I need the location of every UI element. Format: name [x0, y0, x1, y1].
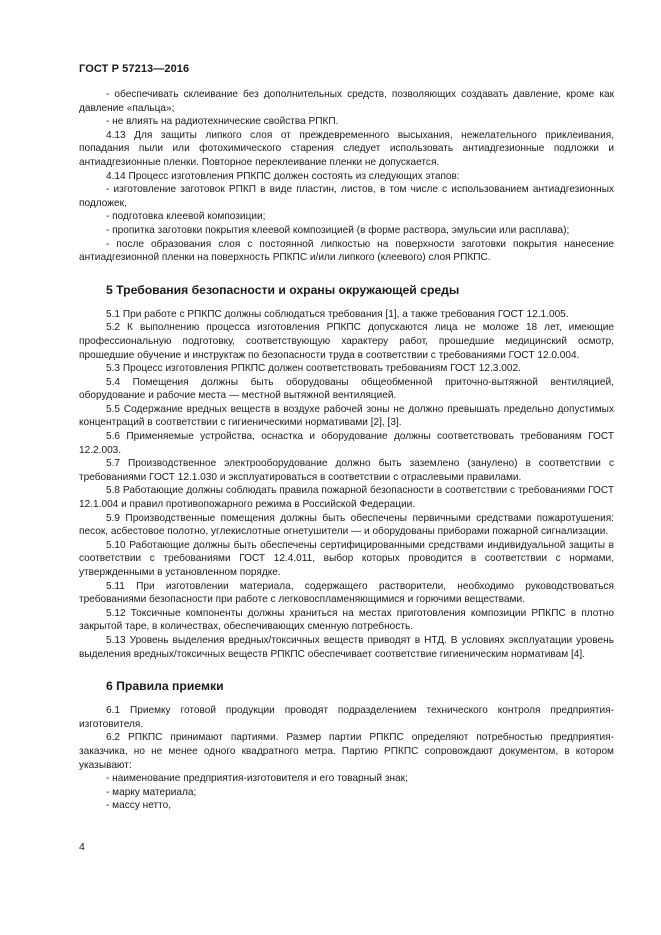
intro-paragraph: - пропитка заготовки покрытия клеевой композицией (в форме раствора, эмульсии или расплава); [106, 224, 570, 236]
intro-paragraph: - подготовка клеевой композиции; [106, 211, 266, 223]
intro-paragraph: 4.13 Для защиты липкого слоя от преждевременного высыхания, нежелательного приклеивания, попадания пыли или фотохимического старения следует использовать антиадгезионные подложки и антиадгезионные пленки. Повторное переклеивание пленки не допускается. [79, 129, 614, 168]
section-5-paragraph: 5.4 Помещения должны быть оборудованы общеобменной приточно-вытяжной вентиляцией, оборудование и рабочие места — местной вытяжной вентиляцией. [79, 376, 614, 402]
section-6-title: 6 Правила приемки [106, 679, 224, 694]
section-5-paragraph: 5.11 При изготовлении материала, содержащего растворители, необходимо руководствоваться требованиями безопасности при работе с легковоспламеняющимися и горючими веществами. [79, 580, 614, 606]
intro-paragraph: 4.14 Процесс изготовления РПКПС должен состоять из следующих этапов: [106, 170, 460, 182]
intro-block [79, 88, 614, 265]
intro-paragraph: - после образования слоя с постоянной липкостью на поверхности заготовки покрытия нанесение антиадгезионной пленки на поверхность РПКПС и/или липкого (клеевого) слоя РПКПС. [79, 238, 614, 264]
section-5-title: 5 Требования безопасности и охраны окружающей среды [106, 282, 460, 297]
section-5-paragraph: 5.7 Производственное электрооборудование должно быть заземлено (занулено) в соответствии с требованиями ГОСТ 12.1.030 и эксплуатироваться в соответствии с отраслевыми правилами. [79, 458, 614, 483]
section-5-paragraph: 5.8 Работающие должны соблюдать правила пожарной безопасности в соответствии с требованиями ГОСТ 12.1.004 и правил противопожарного режима в Российской Федерации. [79, 485, 614, 511]
section-5-paragraph: 5.3 Процесс изготовления РПКПС должен соответствовать требованиям ГОСТ 12.3.002. [106, 363, 521, 375]
section-6 [79, 679, 614, 813]
section-5-paragraph: 5.13 Уровень выделения вредных/токсичных веществ приводят в НТД. В условиях эксплуатации уровень выделения вредных/токсичных веществ РПКПС обеспечивает соответствие гигиеническим нормативам [4]. [79, 634, 614, 660]
section-6-paragraph: 6.2 РПКПС принимают партиями. Размер партии РПКПС определяют потребностью предприятия-заказчика, но не менее одного квадратного метра. Партию РПКПС сопровождают документом, в котором указывают: [79, 732, 614, 771]
section-5 [79, 283, 614, 661]
section-6-paragraph: - наименование предприятия-изготовителя и его товарный знак; [106, 773, 408, 785]
section-5-paragraph: 5.9 Производственные помещения должны быть обеспечены первичными средствами пожаротушения: песок, асбестовое полотно, углекислотные огнетушители — и оборудованы приборами пожарной сигнализации. [79, 512, 614, 538]
section-5-paragraph: 5.10 Работающие должны быть обеспечены сертифицированными средствами индивидуальной защиты в соответствии с требованиями ГОСТ 12.4.011, выбор которых проводится в соответствии с нормами, утвержденными в установленном порядке. [79, 539, 614, 578]
intro-paragraph: - изготовление заготовок РПКП в виде пластин, листов, в том числе с использованием антиадгезионных подложек, [79, 184, 614, 209]
section-5-paragraph: 5.6 Применяемые устройства, оснастка и оборудование должны соответствовать требованиям ГОСТ 12.2.003. [79, 431, 614, 456]
section-6-paragraph: - массу нетто, [106, 800, 172, 812]
document-body [79, 88, 614, 813]
page-number: 4 [79, 841, 85, 853]
intro-paragraph: - не влиять на радиотехнические свойства РПКП. [106, 116, 339, 128]
section-5-paragraph: 5.5 Содержание вредных веществ в воздухе рабочей зоны не должно превышать предельно допустимых концентраций в соответствии с гигиеническими нормативами [2], [3]. [79, 403, 614, 429]
section-5-paragraph: 5.2 К выполнению процесса изготовления РПКПС допускаются лица не моложе 18 лет, имеющие профессиональную подготовку, соответствующую характеру работ, прошедшие медицинский осмотр, прошедшие обучение и инструктаж по безопасности труда в соответствии с требованиями ГОСТ 12.0.004. [79, 322, 614, 361]
section-5-paragraph: 5.1 При работе с РПКПС должны соблюдаться требования [1], а также требования ГОСТ 12.1.005. [106, 308, 569, 320]
page-header-standard: ГОСТ Р 57213—2016 [79, 63, 190, 75]
section-6-paragraph: 6.1 Приемку готовой продукции проводят подразделением технического контроля предприятия-изготовителя. [79, 705, 614, 730]
section-5-paragraph: 5.12 Токсичные компоненты должны храниться на местах приготовления композиции РПКПС в плотно закрытой таре, в количествах, обеспечивающих сменную потребность. [79, 607, 614, 633]
section-6-paragraph: - марку материала; [106, 786, 197, 798]
intro-paragraph: - обеспечивать склеивание без дополнительных средств, позволяющих создавать давление, кроме как давление «пальца»; [79, 89, 614, 114]
